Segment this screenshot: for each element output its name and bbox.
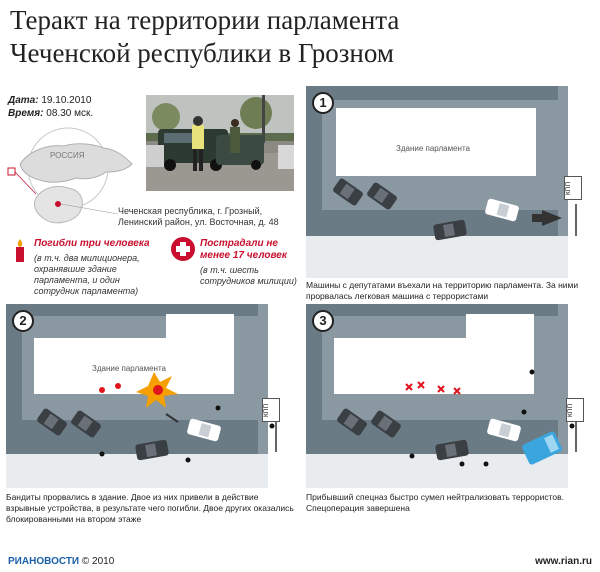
kpp-label-2: КПП <box>262 398 280 422</box>
title-line-2: Чеченской республики в Грозном <box>10 38 394 68</box>
footer-copyright: © 2010 <box>81 556 115 567</box>
time-label: Время: <box>8 108 44 119</box>
injured-note: (в т.ч. шесть сотрудников милиции) <box>200 265 297 286</box>
killed-title: Погибли три человека <box>34 238 150 249</box>
step-2-number: 2 <box>12 310 34 332</box>
time-value: 08.30 мск. <box>46 108 94 119</box>
date-row <box>8 94 91 107</box>
step-2-caption: Бандиты прорвались в здание. Двое из них привели в действие взрывные устройства, в результате чего погибли. Двое других оказались блокированными на втором этаже <box>6 492 294 524</box>
date-label: Дата: <box>8 95 39 106</box>
panel-step-3 <box>306 304 596 488</box>
step-1-number: 1 <box>312 92 334 114</box>
time-row <box>8 107 93 120</box>
title-line-1: Теракт на территории парламента <box>10 5 400 35</box>
step-3-number: 3 <box>312 310 334 332</box>
candle-icon <box>10 238 30 264</box>
injured-block <box>200 238 300 287</box>
location-text: Чеченская республика, г. Грозный, Ленинский район, ул. Восточная, д. 48 <box>118 206 279 227</box>
step-1-caption: Машины с депутатами въехали на территорию парламента. За ними прорвалась легковая машина с террористами <box>306 280 579 301</box>
date-value: 19.10.2010 <box>41 95 92 106</box>
footer <box>0 552 600 572</box>
killed-note: (в т.ч. два милиционера, охранявшие здание парламента, и один сотрудник парламента) <box>34 253 140 296</box>
footer-brand <box>8 556 114 567</box>
footer-brand-b: НОВОСТИ <box>29 556 80 567</box>
kpp-label-3: КПП <box>566 398 584 422</box>
footer-url[interactable]: www.rian.ru <box>535 556 592 567</box>
map-label: РОССИЯ <box>50 151 85 160</box>
scene-photo <box>146 95 294 191</box>
kpp-label-1: КПП <box>564 176 582 200</box>
killed-block <box>34 238 164 297</box>
location-marker-icon <box>55 201 61 207</box>
red-cross-icon <box>170 236 196 262</box>
panel-step-2 <box>6 304 296 488</box>
page-title <box>10 4 595 70</box>
building-label-2: Здание парламента <box>92 364 166 373</box>
step-3-caption: Прибывший спецназ быстро сумел нейтрализовать террористов. Спецоперация завершена <box>306 492 564 513</box>
panel-step-1 <box>306 86 596 278</box>
injured-title: Пострадали не менее 17 человек <box>200 238 287 261</box>
building-label-1: Здание парламента <box>396 144 470 153</box>
footer-brand-a: РИА <box>8 556 30 567</box>
